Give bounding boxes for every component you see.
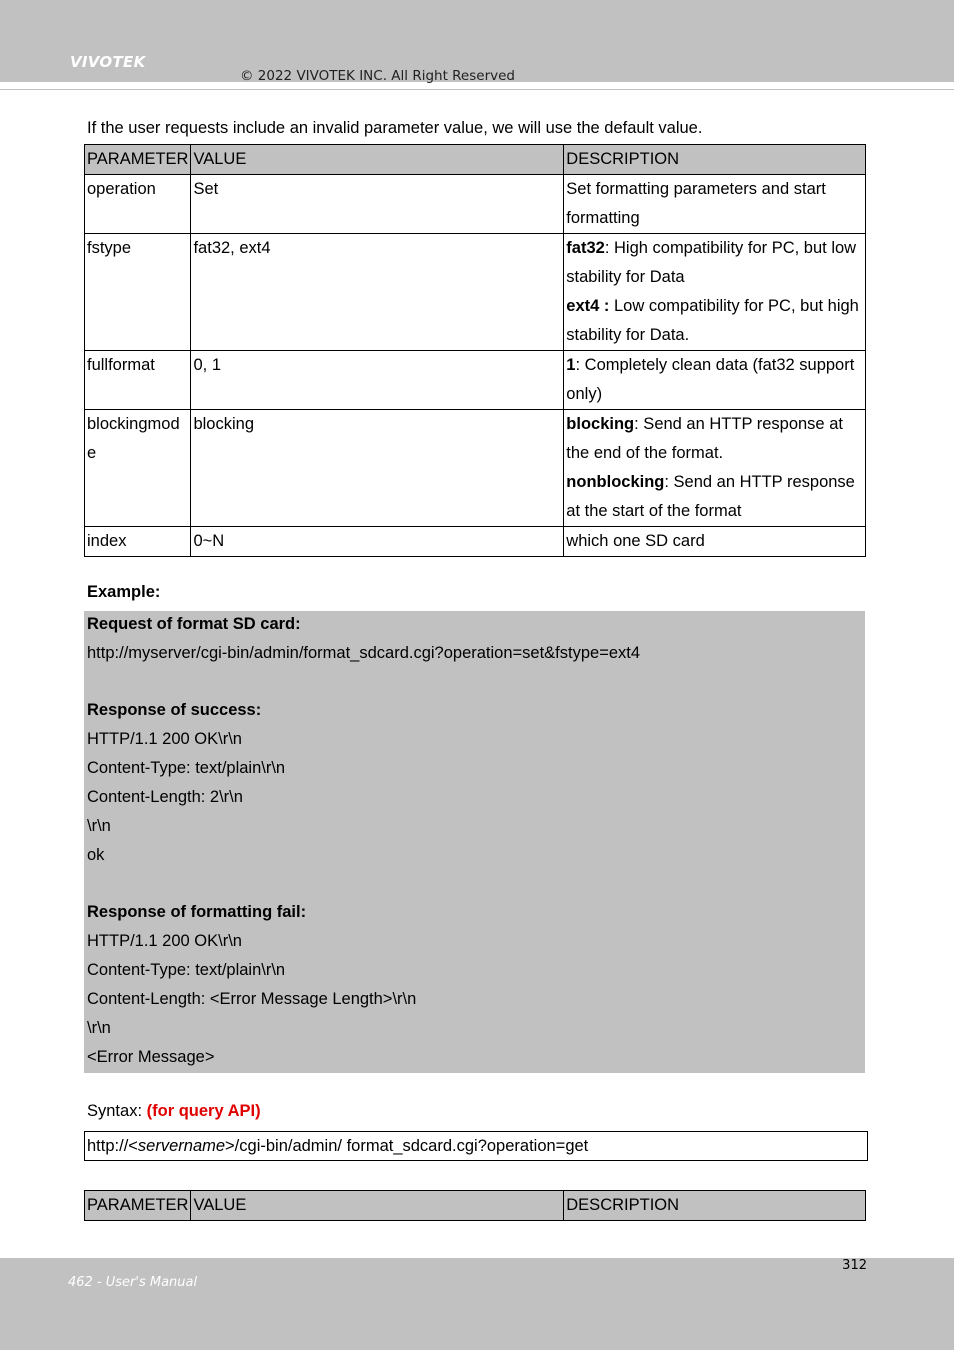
param-cell: operation (85, 175, 191, 234)
description-cell (564, 234, 866, 351)
syntax-url-prefix: http://< (87, 1137, 138, 1155)
header-description: DESCRIPTION (564, 1191, 866, 1221)
table-row (85, 175, 866, 234)
syntax-prefix: Syntax: (87, 1102, 147, 1120)
description-entry (566, 527, 863, 556)
description-term: fat32 (566, 239, 605, 257)
copyright-notice: © 2022 VIVOTEK INC. All Right Reserved (240, 68, 515, 84)
description-text: : Send an HTTP response at the end of the format. (566, 415, 843, 462)
description-entry (566, 175, 863, 233)
syntax-label (87, 1102, 261, 1121)
param-cell: fullformat (85, 351, 191, 410)
param-cell: blockingmode (85, 410, 191, 527)
description-text: Low compatibility for PC, but high stability for Data. (566, 297, 859, 344)
success-label: Response of success: (87, 701, 262, 719)
description-term: nonblocking (566, 473, 665, 491)
parameter-table (84, 144, 866, 557)
description-text: : Completely clean data (fat32 support only) (566, 356, 855, 403)
footer-band (0, 1258, 954, 1350)
syntax-url-server: servername (137, 1137, 226, 1155)
code-line: Content-Length: <Error Message Length>\r\n (87, 990, 417, 1008)
description-entry (566, 468, 863, 526)
brand-logo: VIVOTEK (70, 53, 146, 71)
description-text: Set formatting parameters and start formatting (566, 180, 826, 227)
value-cell: blocking (191, 410, 564, 527)
request-label: Request of format SD card: (87, 615, 301, 633)
example-code-block (84, 611, 865, 1073)
code-line: Content-Type: text/plain\r\n (87, 961, 286, 979)
request-url: http://myserver/cgi-bin/admin/format_sdcard.cgi?operation=set&fstype=ext4 (87, 644, 641, 662)
table-header-row (85, 145, 866, 175)
table-row (85, 527, 866, 557)
value-cell: Set (191, 175, 564, 234)
table-header-row (85, 1191, 866, 1221)
description-term: blocking (566, 415, 635, 433)
value-cell: 0~N (191, 527, 564, 557)
fail-label: Response of formatting fail: (87, 903, 307, 921)
header-value: VALUE (191, 1191, 564, 1221)
description-entry (566, 234, 863, 292)
description-cell (564, 351, 866, 410)
code-line: HTTP/1.1 200 OK\r\n (87, 730, 242, 748)
header-parameter: PARAMETER (85, 1191, 191, 1221)
table-row (85, 410, 866, 527)
description-text: : High compatibility for PC, but low stability for Data (566, 239, 857, 286)
query-parameter-table (84, 1190, 866, 1221)
description-cell (564, 410, 866, 527)
page-number: 312 (842, 1258, 867, 1273)
syntax-qualifier: (for query API) (146, 1102, 261, 1120)
code-line: Content-Type: text/plain\r\n (87, 759, 286, 777)
header-value: VALUE (191, 145, 564, 175)
syntax-url-box (84, 1131, 868, 1161)
description-text: : Send an HTTP response at the start of the format (566, 473, 855, 520)
code-line: HTTP/1.1 200 OK\r\n (87, 932, 242, 950)
footer-manual: 462 - User's Manual (68, 1275, 198, 1290)
description-cell (564, 527, 866, 557)
value-cell: fat32, ext4 (191, 234, 564, 351)
header-description: DESCRIPTION (564, 145, 866, 175)
header-divider (0, 89, 954, 90)
description-entry (566, 410, 863, 468)
code-line: Content-Length: 2\r\n (87, 788, 243, 806)
example-label: Example: (87, 583, 161, 601)
table-row (85, 351, 866, 410)
header-parameter: PARAMETER (85, 145, 191, 175)
description-term: ext4 : (566, 297, 610, 315)
syntax-url-suffix: >/cgi-bin/admin/ format_sdcard.cgi?operation=get (225, 1137, 589, 1155)
table-row (85, 234, 866, 351)
intro-text: If the user requests include an invalid parameter value, we will use the default value. (87, 119, 703, 137)
description-text: which one SD card (566, 532, 705, 550)
description-entry (566, 292, 863, 350)
param-cell: fstype (85, 234, 191, 351)
param-cell: index (85, 527, 191, 557)
description-entry (566, 351, 863, 409)
code-line: \r\n (87, 1019, 111, 1037)
value-cell: 0, 1 (191, 351, 564, 410)
description-cell (564, 175, 866, 234)
code-line: ok (87, 846, 105, 864)
description-term: 1 (566, 356, 576, 374)
code-line: <Error Message> (87, 1048, 215, 1066)
code-line: \r\n (87, 817, 111, 835)
